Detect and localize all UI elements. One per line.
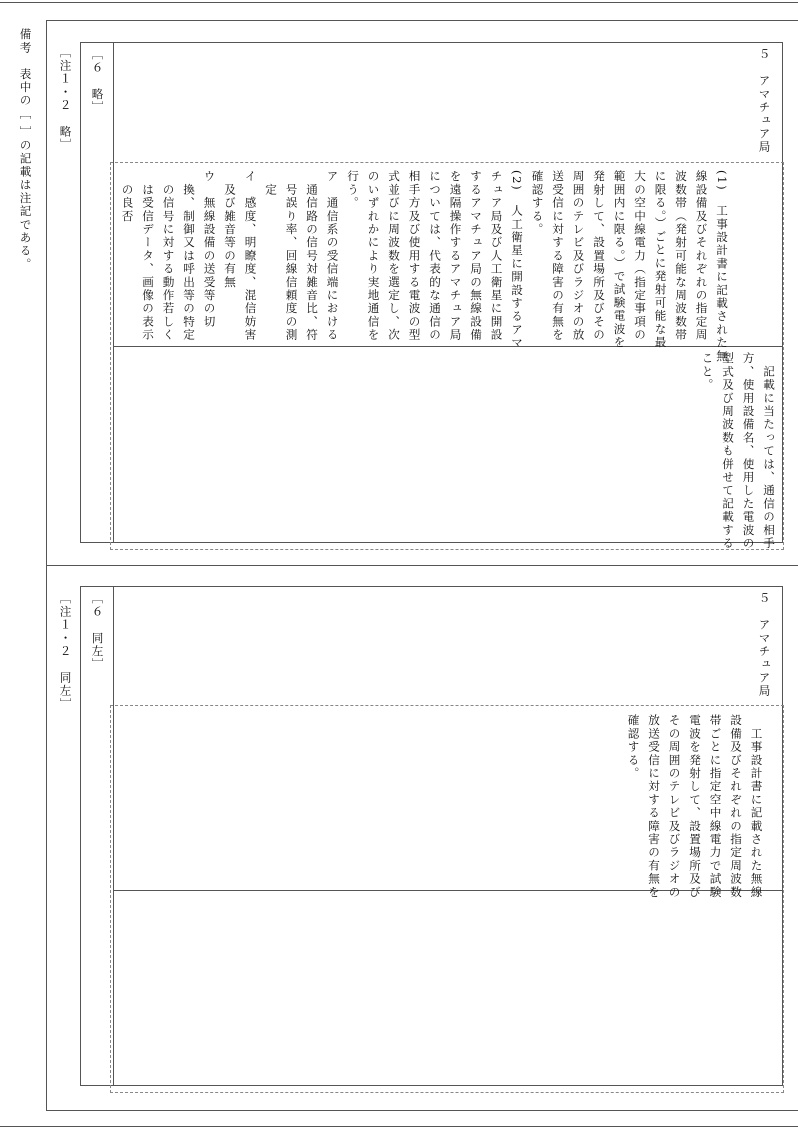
- table-bottom-border: [46, 1110, 798, 1111]
- before-item1-line: 確認する。: [530, 170, 545, 236]
- before-note-12: ［注１・２ 略］: [58, 46, 73, 152]
- before-sub-line: 通信路の信号対雑音比、符: [305, 170, 319, 342]
- before-sub-line: 換、制御又は呼出等の特定: [182, 170, 196, 342]
- remarks-column: [15, 28, 36, 271]
- top-border: [0, 2, 798, 3]
- before-item2-line: を遠隔操作するアマチュア局: [448, 170, 463, 342]
- before-item2-line: 相手方及び使用する電波の型: [407, 170, 422, 342]
- after-text-line: 帯ごとに指定空中線電力で試験: [708, 714, 723, 899]
- before-sub-line: ウ 無線設備の送受等の切: [202, 170, 217, 329]
- before-content: [117, 170, 732, 363]
- after-content: [623, 714, 767, 899]
- after-note-6: ［６ 同左］: [90, 592, 105, 672]
- before-sub-line: 号誤り率、回線信頼度の測: [284, 170, 299, 342]
- before-remark: [697, 352, 779, 550]
- before-item2-line: するアマチュア局の無線設備: [469, 170, 483, 342]
- before-remark-line: こと。: [700, 352, 715, 392]
- before-item2-line: (2) 人工衛星に開設するアマ: [510, 170, 524, 350]
- before-remark-line: 型式及び周波数も併せて記載する: [721, 352, 735, 550]
- before-sub-line: イ 感度、明瞭度、混信妨害: [243, 170, 258, 342]
- section-divider: [46, 565, 798, 566]
- after-note-12: ［注１・２ 同左］: [58, 592, 73, 711]
- before-sub-line: ア 通信系の受信端における: [325, 170, 340, 342]
- before-heading: ５ アマチュア局: [757, 48, 772, 154]
- before-item2-line: 式並びに周波数を選定し、次: [387, 170, 401, 342]
- before-item2-line: については、代表的な通信の: [428, 170, 442, 342]
- before-item1-line: 線設備及びそれぞれの指定周: [694, 170, 709, 342]
- before-note-6: ［６ 略］: [90, 48, 105, 114]
- after-text-line: 放送受信に対する障害の有無を: [647, 714, 661, 899]
- before-item2-line: 行う。: [346, 170, 360, 210]
- before-sub-line: の信号に対する動作若しく: [161, 170, 176, 342]
- before-item1-line: 波数帯（発射可能な周波数帯: [674, 170, 688, 342]
- before-sub-line: 及び雑音等の有無: [223, 170, 237, 289]
- before-item1-line: 送受信に対する障害の有無を: [551, 170, 565, 342]
- before-item1-line: に限る。）ごとに発射可能な最: [653, 170, 668, 349]
- after-text-line: 工事設計書に記載された無線: [749, 714, 764, 899]
- after-text-line: 設備及びそれぞれの指定周波数: [729, 714, 743, 899]
- before-item1-line: 大の空中線電力（指定事項の: [633, 170, 647, 342]
- after-text-line: その周囲のテレビ及びラジオの: [667, 714, 682, 899]
- remarks-title: 備考: [18, 28, 33, 55]
- after-text-line: 確認する。: [626, 714, 641, 780]
- before-item2-line: のいずれかにより実地通信を: [366, 170, 381, 342]
- before-sub-line: は受信データ、画像の表示: [141, 170, 155, 342]
- before-remark-line: 方、使用設備名、使用した電波の: [741, 352, 756, 550]
- before-item1-line: 発射して、設置場所及びその: [592, 170, 606, 342]
- table-top-border: [46, 20, 798, 21]
- after-heading: ５ アマチュア局: [757, 592, 772, 698]
- before-item1-line: 周囲のテレビ及びラジオの放: [571, 170, 586, 342]
- remarks-text: 表中の［ ］の記載は注記である。: [18, 67, 33, 271]
- after-text-line: 電波を発射して、設置場所及び: [688, 714, 702, 899]
- before-item1-line: 範囲内に限る。）で試験電波を: [612, 170, 627, 349]
- before-remark-line: 記載に当たっては、通信の相手: [762, 352, 776, 550]
- before-item1-line: (1) 工事設計書に記載された無: [715, 170, 729, 363]
- before-item2-line: チュア局及び人工衛星に開設: [489, 170, 504, 342]
- before-sub-line: 定: [264, 170, 278, 197]
- bottom-border: [0, 1126, 798, 1127]
- before-sub-line: の良否: [120, 170, 135, 223]
